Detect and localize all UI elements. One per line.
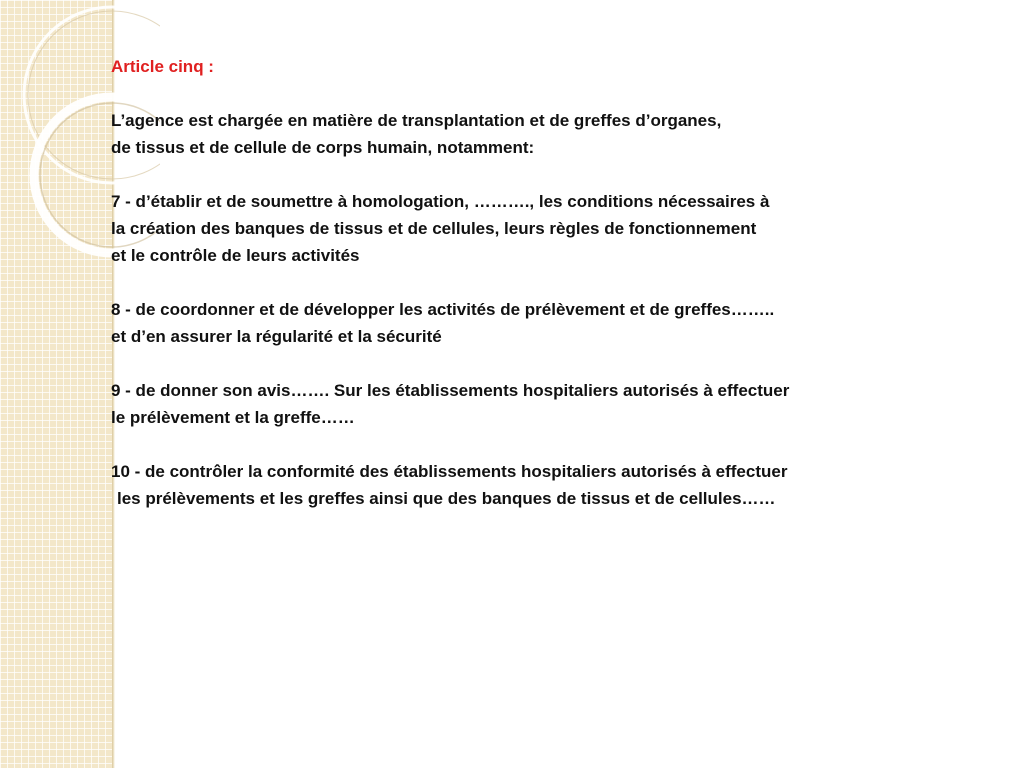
paragraph-line: 7 - d’établir et de soumettre à homologation, ………., les conditions nécessaires à <box>111 192 770 211</box>
article-content <box>111 53 1021 539</box>
paragraph-line: 10 - de contrôler la conformité des établissements hospitaliers autorisés à effectuer <box>111 462 788 481</box>
item-8-paragraph <box>111 296 1021 350</box>
item-10-paragraph <box>111 458 1021 512</box>
item-9-paragraph <box>111 377 1021 431</box>
paragraph-line: de tissus et de cellule de corps humain, notamment: <box>111 138 535 157</box>
paragraph-line: 8 - de coordonner et de développer les activités de prélèvement et de greffes…….. <box>111 300 775 319</box>
paragraph-line: le prélèvement et la greffe…… <box>111 408 355 427</box>
paragraph-line: 9 - de donner son avis……. Sur les établissements hospitaliers autorisés à effectuer <box>111 381 790 400</box>
paragraph-line: et d’en assurer la régularité et la sécurité <box>111 327 442 346</box>
item-7-paragraph <box>111 188 1021 269</box>
paragraph-line: la création des banques de tissus et de cellules, leurs règles de fonctionnement <box>111 219 757 238</box>
intro-paragraph <box>111 107 1021 161</box>
paragraph-line: les prélèvements et les greffes ainsi que des banques de tissus et de cellules…… <box>117 489 776 508</box>
article-heading: Article cinq : <box>111 57 214 76</box>
paragraph-line: L’agence est chargée en matière de transplantation et de greffes d’organes, <box>111 111 722 130</box>
paragraph-line: et le contrôle de leurs activités <box>111 246 360 265</box>
